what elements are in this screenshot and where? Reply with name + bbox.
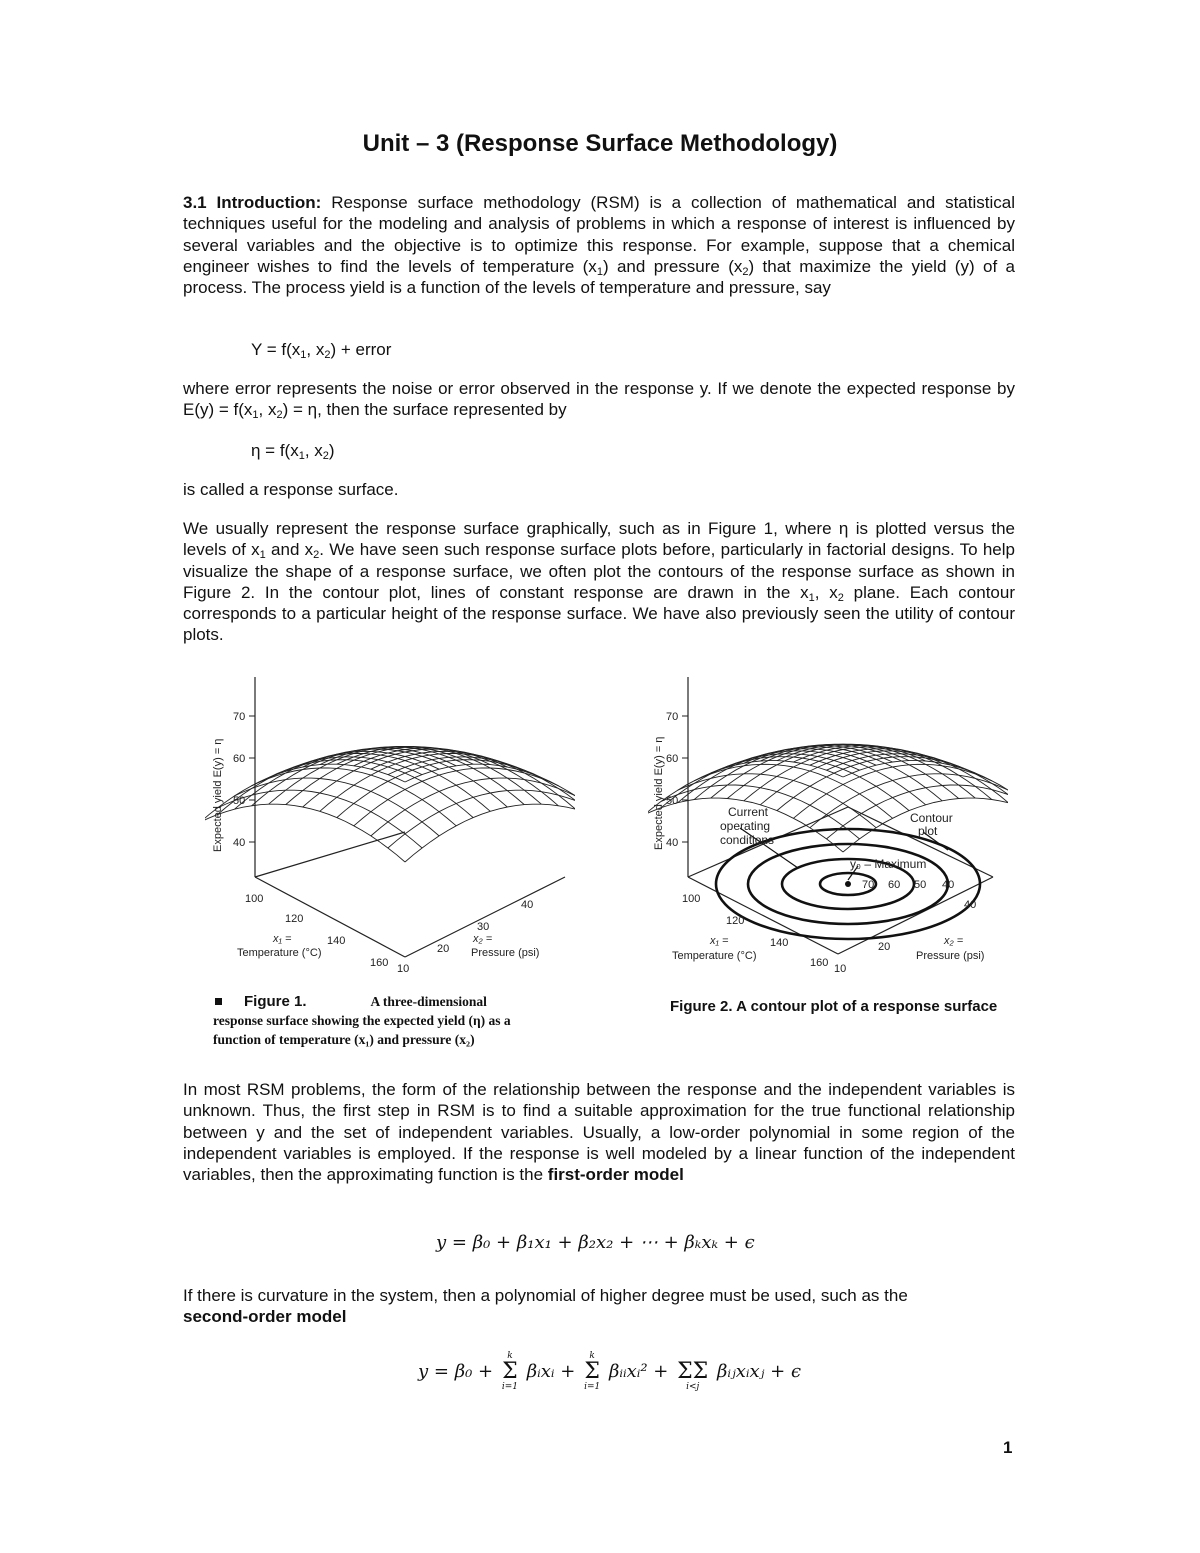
maximum-point (845, 881, 851, 887)
x1-label: x₁ = (710, 935, 729, 947)
temperature-label: Temperature (°C) (672, 950, 757, 962)
temp-tick: 140 (327, 935, 346, 947)
z-tick: 60 (666, 753, 679, 765)
first-order-model-formula: y = β₀ + β₁x₁ + β₂x₂ + ⋯ + βₖxₖ + ϵ (436, 1232, 755, 1253)
response-surface-sentence: is called a response surface. (183, 480, 399, 499)
contour-value: 50 (914, 879, 927, 891)
mesh-line (694, 764, 892, 818)
press-tick: 20 (437, 943, 450, 955)
current-label: Current (728, 805, 769, 819)
z-tick: 40 (666, 837, 679, 849)
temperature-label: Temperature (°C) (237, 947, 322, 959)
mesh-line (235, 778, 440, 836)
temp-tick: 100 (245, 893, 264, 905)
temp-tick: 120 (726, 915, 745, 927)
press-tick: 10 (397, 963, 410, 975)
intro-paragraph: 3.1 Introduction: Response surface methodology (RSM) is a collection of mathematical and statistical techniques useful for the modeling and analysis of problems in which a response of interest is influenced by several variables and the objective is to optimize this response. For example, suppose that a chemical engineer wishes to find the levels of temperature $(x_1)$ and pressure $(x_2)$ that maximize the yield (y) of a process. The process yield is a function of the levels of temperature and pressure, say (183, 193, 1015, 298)
y-axis-label: Expected yield E(y) = η (212, 738, 224, 852)
figure-1-svg (205, 672, 575, 982)
contour-value: 40 (942, 879, 955, 891)
summation-symbol: k Σ i=1 (501, 1351, 518, 1392)
rsm-paragraph: In most RSM problems, the form of the relationship between the response and the independent variables is unknown. Thus, the first step in RSM is to find a suitable approximation for the true functional relationship between y and the set of independent variables. Usually, a low-order polynomial in some region of the independent variables is employed. If the response is well modeled by a linear function of the independent variables, then the approximating function is the first-order model (183, 1080, 1015, 1185)
figure-2-caption: Figure 2. A contour plot of a response surface (670, 998, 998, 1015)
temp-tick: 160 (370, 957, 389, 969)
error-paragraph: where error represents the noise or error observed in the response y. If we denote the expected response by $E(y) = f(x_1$, $x_2) = \eta$, then the surface represented by (183, 379, 1015, 422)
press-tick: 40 (964, 899, 977, 911)
x2-label: x₂ = (944, 935, 964, 947)
z-tick: 60 (233, 753, 246, 765)
page-number: 1 (1003, 1438, 1013, 1457)
press-tick: 20 (878, 941, 891, 953)
mesh-line (793, 764, 991, 818)
double-summation-symbol: ΣΣ i<j (677, 1359, 709, 1392)
contour-label: plot (918, 824, 938, 838)
second-order-model-formula: y = β₀ + k Σ i=1 βᵢxᵢ + k Σ i=1 βᵢᵢxᵢ² + ΣΣ i<j βᵢⱼxᵢxⱼ + ϵ (418, 1351, 802, 1392)
intro-heading: 3.1 Introduction: (183, 193, 322, 212)
current-label: conditions (720, 833, 775, 847)
curvature-paragraph: If there is curvature in the system, then a polynomial of higher degree must be used, such as the second-order model (183, 1286, 908, 1327)
pressure-label: Pressure (psi) (916, 950, 985, 962)
figure-1-caption: Figure 1. A three-dimensional response surface showing the expected yield (η) as a function of temperature (x₁) and pressure (x₂) (213, 993, 511, 1047)
contour-value: 60 (888, 879, 901, 891)
surface-mesh (648, 744, 1008, 852)
mesh-line (810, 774, 1008, 828)
mesh-line (371, 778, 575, 836)
mesh-line (405, 804, 575, 862)
equation-eta: $\eta = f(x_1$, $x_2$) (251, 441, 335, 462)
y-axis-label: Expected yield E(y) = η (653, 736, 665, 850)
z-tick: 70 (666, 711, 679, 723)
back-axis (255, 832, 405, 877)
press-tick: 40 (521, 899, 534, 911)
z-tick: 50 (233, 795, 246, 807)
x1-label: x₁ = (273, 933, 292, 945)
press-tick: 30 (477, 921, 490, 933)
pressure-label: Pressure (psi) (471, 947, 540, 959)
contour-label: Contour (910, 811, 953, 825)
mesh-line (354, 768, 559, 826)
temp-tick: 120 (285, 913, 304, 925)
graphical-paragraph: We usually represent the response surface graphically, such as in Figure 1, where η is plotted versus the levels of $x_1$ and $x_2$. We have seen such response surface plots before, particularly in factorial designs. To help visualize the shape of a response surface, we often plot the contours of the response surface as shown in Figure 2. In the contour plot, lines of constant response are drawn in the $x_1$, $x_2$ plane. Each contour corresponds to a particular height of the response surface. We have also previously seen the utility of contour plots. (183, 519, 1015, 645)
z-tick: 50 (666, 795, 679, 807)
maximum-label: y₀ – Maximum (850, 857, 927, 871)
current-label: operating (720, 819, 771, 833)
temp-tick: 160 (810, 957, 829, 969)
figure-2-contour-plot (648, 672, 1008, 982)
z-tick: 70 (233, 711, 246, 723)
mesh-line (205, 804, 405, 862)
x2-label: x₂ = (473, 933, 493, 945)
mesh-line (388, 790, 575, 848)
pressure-axis (405, 877, 565, 957)
z-tick: 40 (233, 837, 246, 849)
mesh-line (388, 757, 575, 815)
surface-mesh (205, 746, 575, 862)
equation-y: $Y = f(x_1$, $x_2$) + error (251, 340, 392, 361)
figure-1-response-surface (205, 672, 575, 982)
mesh-line (827, 754, 1009, 808)
figure-2-svg (648, 672, 1008, 982)
mesh-line (678, 774, 876, 828)
contour-value: 70 (862, 879, 875, 891)
temp-tick: 100 (682, 893, 701, 905)
page-title: Unit – 3 (Response Surface Methodology) (362, 130, 838, 157)
summation-symbol: k Σ i=1 (584, 1351, 601, 1392)
bullet-icon (215, 998, 222, 1005)
press-tick: 10 (834, 963, 847, 975)
mesh-line (252, 768, 457, 826)
temp-tick: 140 (770, 937, 789, 949)
